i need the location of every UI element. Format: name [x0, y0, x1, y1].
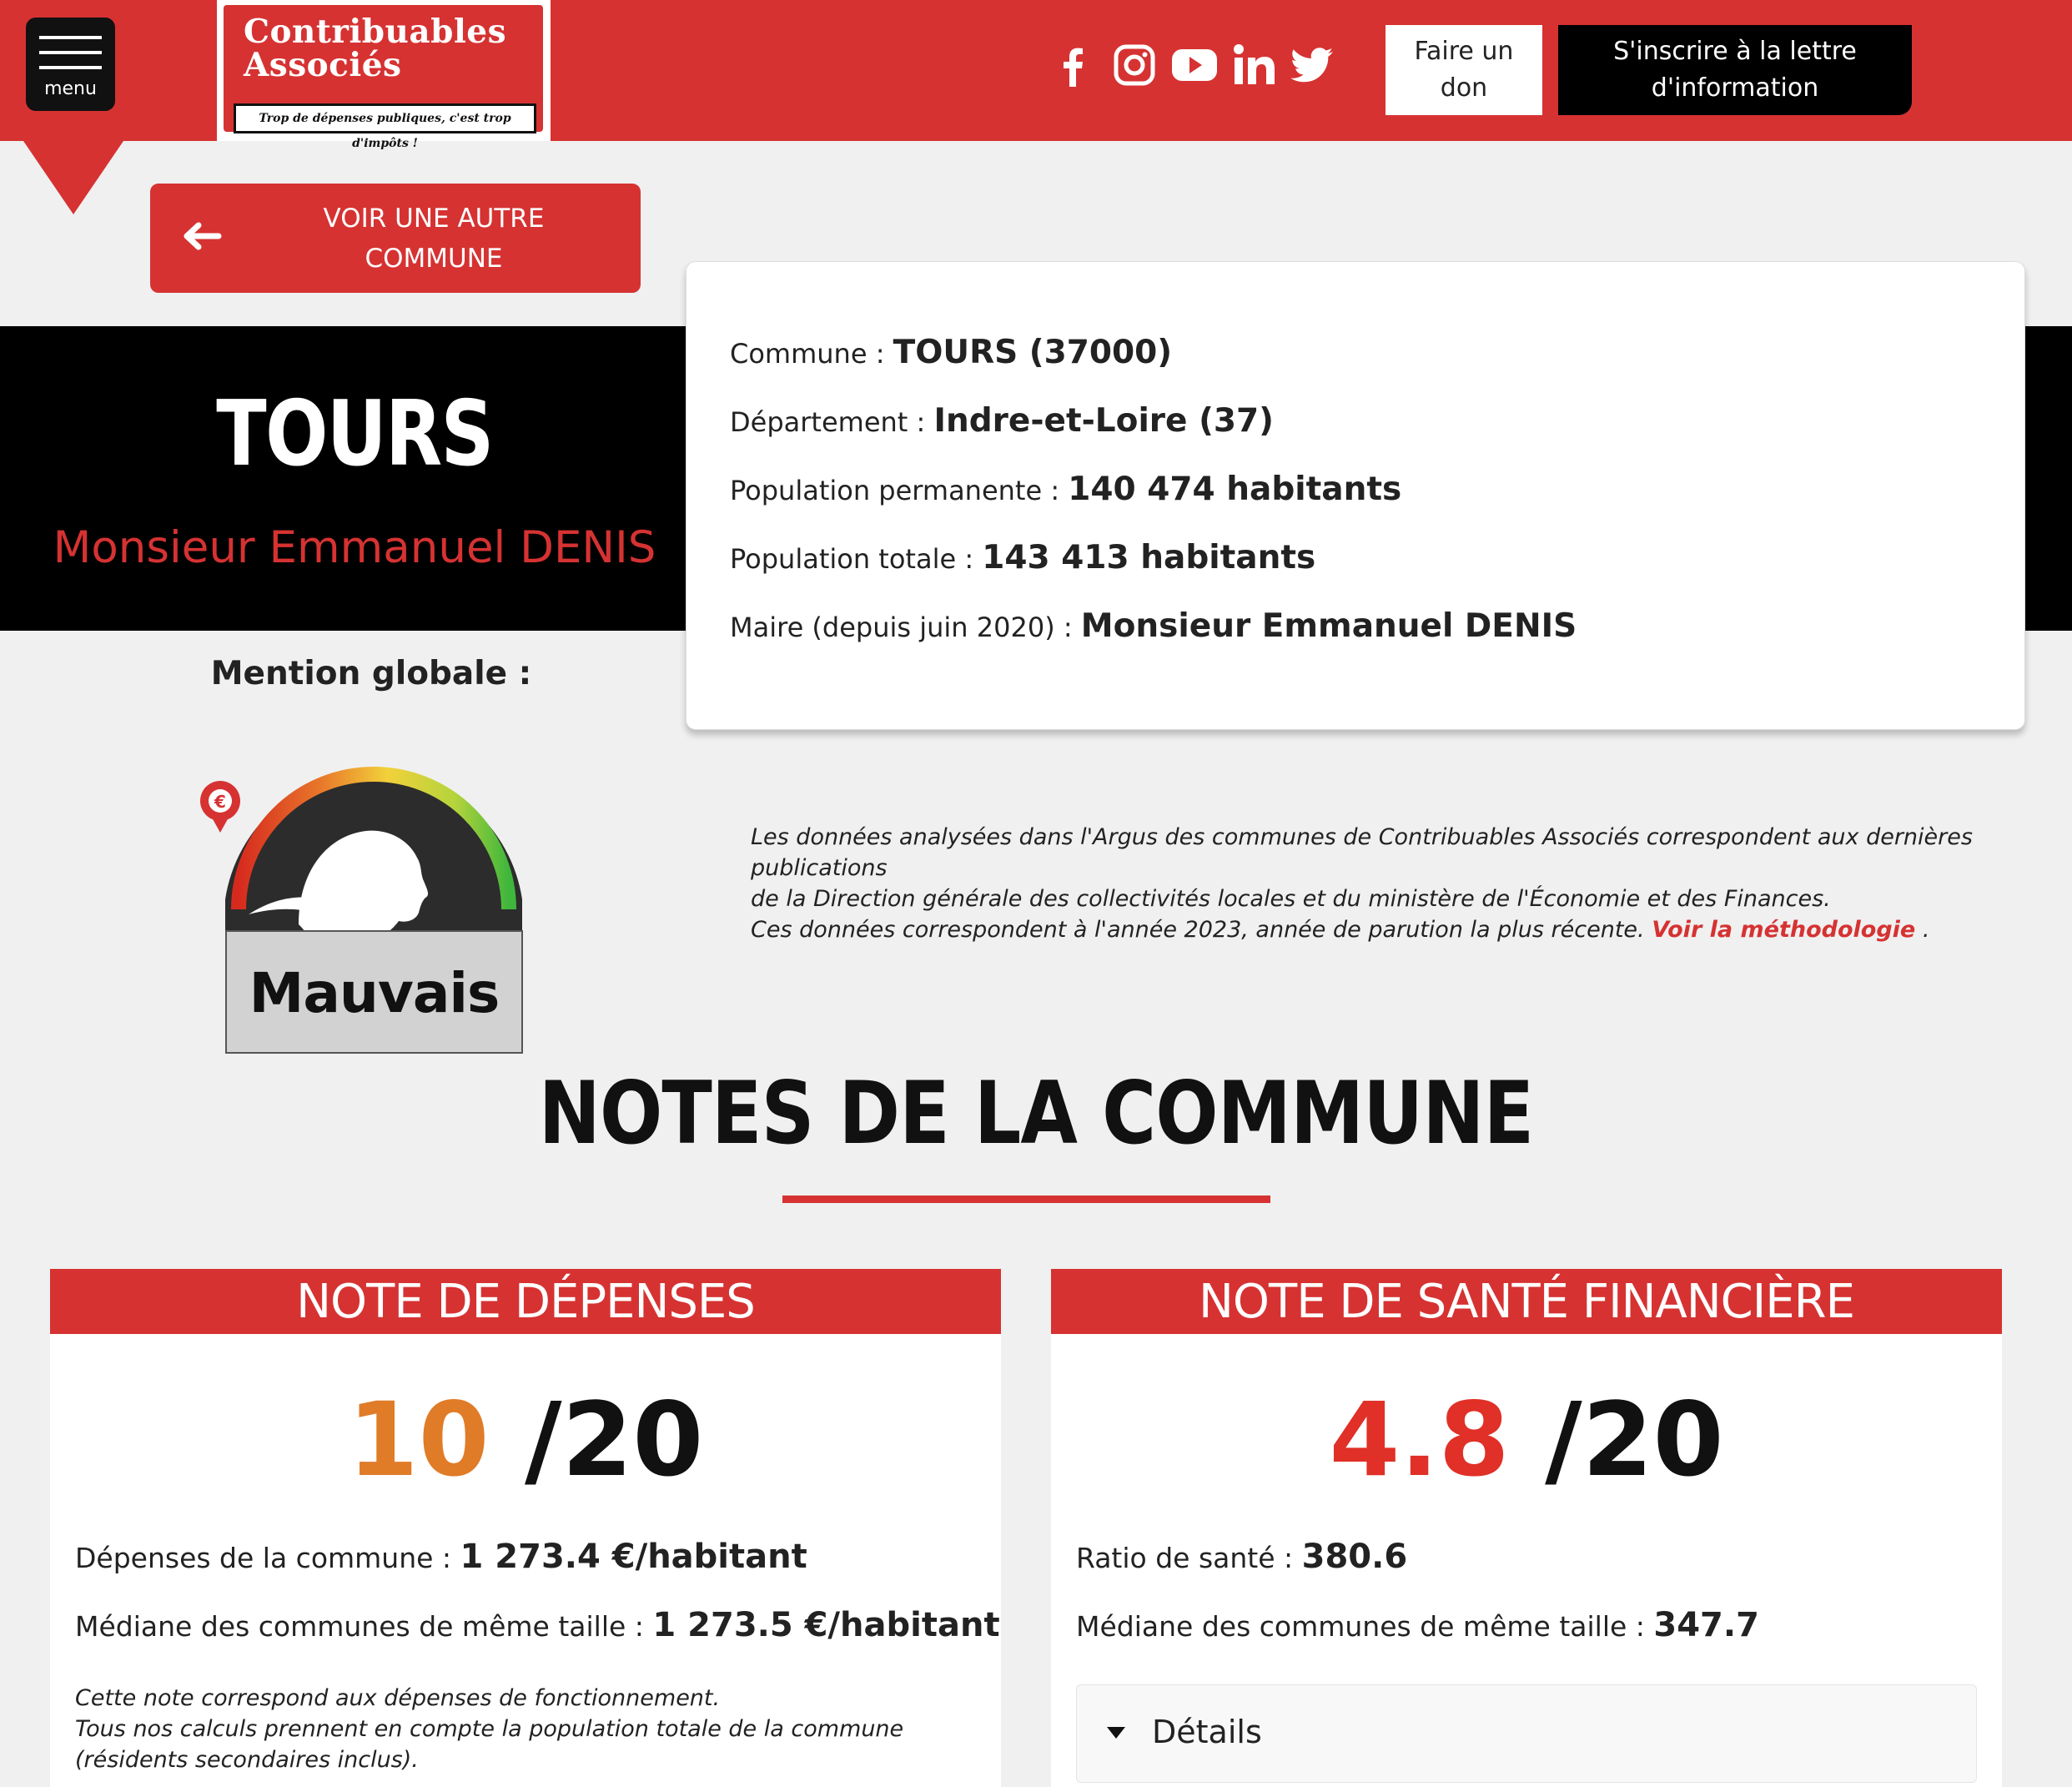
other-commune-label — [300, 199, 567, 279]
stat-value: 1 273.5 €/habitant — [652, 1606, 1000, 1644]
data-source-line2: de la Direction générale des collectivités locales et du ministère de l'Économie et des Finances. — [751, 886, 1831, 912]
card-footnote-line1: Cette note correspond aux dépenses de fonctionnement. — [75, 1685, 721, 1711]
donate-label-line1: Faire un — [1414, 37, 1514, 66]
data-source-note — [751, 822, 2002, 945]
donate-button[interactable] — [1386, 25, 1542, 115]
newsletter-button[interactable] — [1558, 25, 1912, 115]
score-denominator: /20 — [489, 1381, 704, 1499]
stat-label: Dépenses de la commune : — [75, 1542, 460, 1574]
menu-pointer — [23, 141, 123, 214]
info-row-population-permanente — [730, 471, 1401, 508]
logo-background — [224, 5, 543, 150]
section-title: NOTES DE LA COMMUNE — [538, 1064, 1534, 1164]
mayor-name: Monsieur Emmanuel DENIS — [53, 522, 656, 573]
card-footnote-line2: Tous nos calculs prennent en compte la population totale de la commune (résidents secondaires inclus). — [75, 1716, 904, 1773]
svg-text:€: € — [214, 792, 226, 812]
donate-label-line2: don — [1440, 73, 1488, 103]
stat-depenses — [75, 1538, 807, 1576]
card-title: NOTE DE DÉPENSES — [50, 1269, 1001, 1334]
data-source-line3 — [751, 914, 2002, 945]
caret-down-icon — [1107, 1727, 1125, 1739]
score — [50, 1377, 1001, 1503]
hamburger-line — [39, 66, 102, 69]
score-value: 10 — [347, 1381, 490, 1499]
info-value: Indre-et-Loire (37) — [933, 402, 1274, 440]
data-source-line3-text: Ces données correspondent à l'année 2023, année de parution la plus récente. — [751, 917, 1652, 943]
card-footnote — [75, 1683, 976, 1775]
logo-title-line1: Contribuables — [244, 13, 507, 51]
twitter-icon[interactable] — [1286, 40, 1336, 90]
logo-title — [244, 15, 506, 82]
stat-median — [1076, 1606, 1759, 1644]
arrow-left-icon — [180, 215, 222, 257]
info-value: 143 413 habitants — [982, 539, 1316, 576]
card-note-depenses — [50, 1269, 1001, 1787]
info-row-population-totale — [730, 539, 1315, 576]
instagram-icon[interactable] — [1109, 40, 1159, 90]
details-toggle[interactable] — [1076, 1684, 1977, 1783]
stat-label: Médiane des communes de même taille : — [75, 1610, 653, 1643]
newsletter-label-line2: d'information — [1651, 73, 1819, 103]
stat-ratio-sante — [1076, 1538, 1407, 1576]
logo-title-line2: Associés — [244, 46, 402, 84]
info-label: Population permanente : — [730, 475, 1069, 506]
score-denominator: /20 — [1509, 1381, 1724, 1499]
other-commune-label-line1: VOIR UNE AUTRE — [323, 204, 545, 234]
linkedin-icon[interactable] — [1230, 40, 1280, 90]
card-note-sante-financiere — [1051, 1269, 2002, 1787]
commune-info-card — [686, 261, 2025, 730]
card-title: NOTE DE SANTÉ FINANCIÈRE — [1051, 1269, 2002, 1334]
stat-label: Médiane des communes de même taille : — [1076, 1610, 1654, 1643]
info-value: TOURS (37000) — [893, 334, 1173, 371]
info-value: 140 474 habitants — [1068, 471, 1402, 508]
info-label: Population totale : — [730, 543, 983, 575]
info-row-maire — [730, 607, 1577, 645]
site-logo[interactable] — [217, 0, 551, 150]
data-source-line3-tail: . — [1915, 917, 1930, 943]
newsletter-label-line1: S'inscrire à la lettre — [1613, 37, 1857, 66]
logo-tagline: Trop de dépenses publiques, c'est trop d'impôts ! — [234, 103, 536, 133]
info-label: Maire (depuis juin 2020) : — [730, 612, 1081, 643]
youtube-icon[interactable] — [1169, 40, 1220, 90]
other-commune-label-line2: COMMUNE — [365, 244, 503, 274]
global-rating-badge: Mauvais — [225, 930, 523, 1054]
info-row-commune — [730, 334, 1172, 371]
commune-name: TOURS — [216, 382, 493, 486]
menu-button[interactable] — [26, 18, 115, 111]
section-divider — [782, 1196, 1270, 1203]
stat-value: 347.7 — [1653, 1606, 1759, 1644]
score-value: 4.8 — [1329, 1381, 1510, 1499]
stat-value: 380.6 — [1301, 1538, 1408, 1576]
details-label: Détails — [1152, 1714, 1262, 1750]
mention-title: Mention globale : — [210, 655, 532, 692]
score — [1051, 1377, 2002, 1503]
data-source-line1: Les données analysées dans l'Argus des communes de Contribuables Associés correspondent aux dernières publications — [751, 824, 1973, 881]
hamburger-line — [39, 51, 102, 54]
info-value: Monsieur Emmanuel DENIS — [1080, 607, 1577, 645]
stat-label: Ratio de santé : — [1076, 1542, 1302, 1574]
facebook-icon[interactable] — [1049, 40, 1099, 90]
stat-value: 1 273.4 €/habitant — [460, 1538, 807, 1576]
other-commune-button[interactable] — [150, 184, 641, 293]
methodology-link[interactable]: Voir la méthodologie — [1652, 917, 1916, 943]
menu-label: menu — [44, 78, 97, 99]
info-row-departement — [730, 402, 1274, 440]
info-label: Commune : — [730, 338, 893, 370]
stat-median — [75, 1606, 1000, 1644]
info-label: Département : — [730, 406, 934, 438]
hamburger-line — [39, 36, 102, 39]
